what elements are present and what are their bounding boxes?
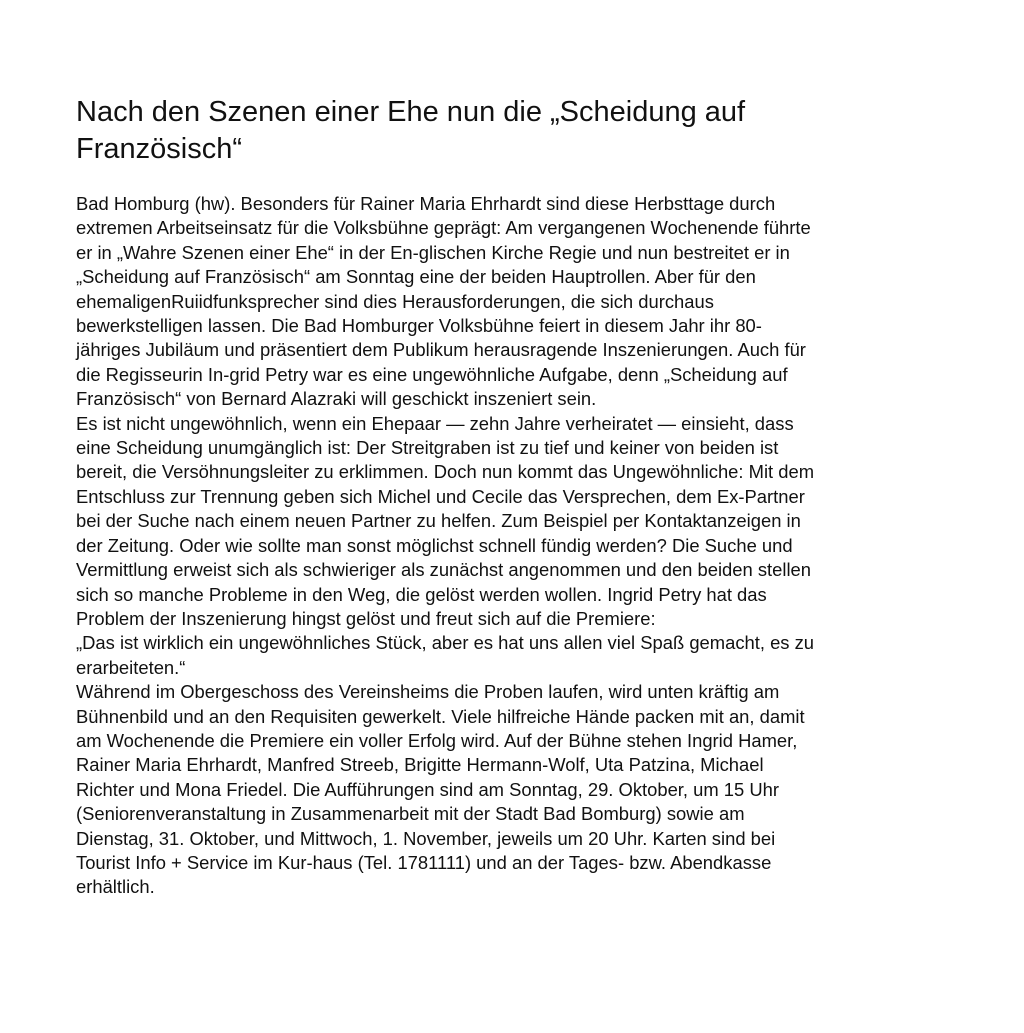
body-line: bei der Suche nach einem neuen Partner zu helfen. Zum Beispiel per Kontaktanzeigen in: [76, 510, 801, 532]
body-line: „Das ist wirklich ein ungewöhnliches Stück, aber es hat uns allen viel Spaß gemacht, es zu: [76, 632, 815, 654]
headline-line: Nach den Szenen einer Ehe nun die „Scheidung auf: [76, 96, 746, 128]
body-line: Während im Obergeschoss des Vereinsheims die Proben laufen, wird unten kräftig am: [76, 681, 780, 703]
body-line: sich so manche Probleme in den Weg, die gelöst werden wollen. Ingrid Petry hat das: [76, 583, 767, 605]
body-line: erhältlich.: [76, 876, 155, 898]
body-line: Französisch“ von Bernard Alazraki will geschickt inszeniert sein.: [76, 388, 597, 410]
body-line: Problem der Inszenierung hingst gelöst und freut sich auf die Premiere:: [76, 607, 656, 629]
body-line: (Seniorenveranstaltung in Zusammenarbeit mit der Stadt Bad Bomburg) sowie am: [76, 803, 745, 825]
body-line: Bad Homburg (hw). Besonders für Rainer Maria Ehrhardt sind diese Herbsttage durch: [76, 193, 776, 214]
body-line: Bühnenbild und an den Requisiten gewerkelt. Viele hilfreiche Hände packen mit an, damit: [76, 705, 805, 727]
body-line: Dienstag, 31. Oktober, und Mittwoch, 1. November, jeweils um 20 Uhr. Karten sind bei: [76, 827, 776, 849]
body-line: eine Scheidung unumgänglich ist: Der Streitgraben ist zu tief und keiner von beiden ist: [76, 437, 779, 459]
body-line: Entschluss zur Trennung geben sich Michel und Cecile das Versprechen, dem Ex-Partner: [76, 485, 805, 507]
body-line: Es ist nicht ungewöhnlich, wenn ein Ehepaar — zehn Jahre verheiratet — einsieht, dass: [76, 412, 794, 434]
body-line: Richter und Mona Friedel. Die Aufführungen sind am Sonntag, 29. Oktober, um 15 Uhr: [76, 778, 779, 800]
article: [76, 94, 956, 900]
body-line: am Wochenende die Premiere ein voller Erfolg wird. Auf der Bühne stehen Ingrid Hamer,: [76, 729, 798, 751]
body-line: jähriges Jubiläum und präsentiert dem Publikum herausragende Inszenierungen. Auch für: [76, 339, 806, 361]
body-line: ehemaligenRuiidfunksprecher sind dies Herausforderungen, die sich durchaus: [76, 290, 714, 312]
body-line: er in „Wahre Szenen einer Ehe“ in der En-glischen Kirche Regie und nun bestreitet er in: [76, 241, 790, 263]
body-line: „Scheidung auf Französisch“ am Sonntag eine der beiden Hauptrollen. Aber für den: [76, 266, 756, 288]
body-line: die Regisseurin In-grid Petry war es eine ungewöhnliche Aufgabe, denn „Scheidung auf: [76, 363, 788, 385]
headline-line: Französisch“: [76, 133, 242, 165]
headline: [76, 94, 956, 168]
body-line: bewerkstelligen lassen. Die Bad Homburger Volksbühne feiert in diesem Jahr ihr 80-: [76, 315, 762, 337]
article-body: [76, 192, 956, 900]
body-line: Rainer Maria Ehrhardt, Manfred Streeb, Brigitte Hermann-Wolf, Uta Patzina, Michael: [76, 754, 764, 776]
body-line: Tourist Info + Service im Kur-haus (Tel. 1781111) und an der Tages- bzw. Abendkasse: [76, 851, 772, 873]
body-line: erarbeiteten.“: [76, 656, 186, 678]
body-line: der Zeitung. Oder wie sollte man sonst möglichst schnell fündig werden? Die Suche und: [76, 534, 793, 556]
body-line: bereit, die Versöhnungsleiter zu erklimmen. Doch nun kommt das Ungewöhnliche: Mit dem: [76, 461, 815, 483]
body-line: extremen Arbeitseinsatz für die Volksbühne geprägt: Am vergangenen Wochenende führte: [76, 217, 811, 239]
body-line: Vermittlung erweist sich als schwieriger als zunächst angenommen und den beiden stellen: [76, 559, 812, 581]
